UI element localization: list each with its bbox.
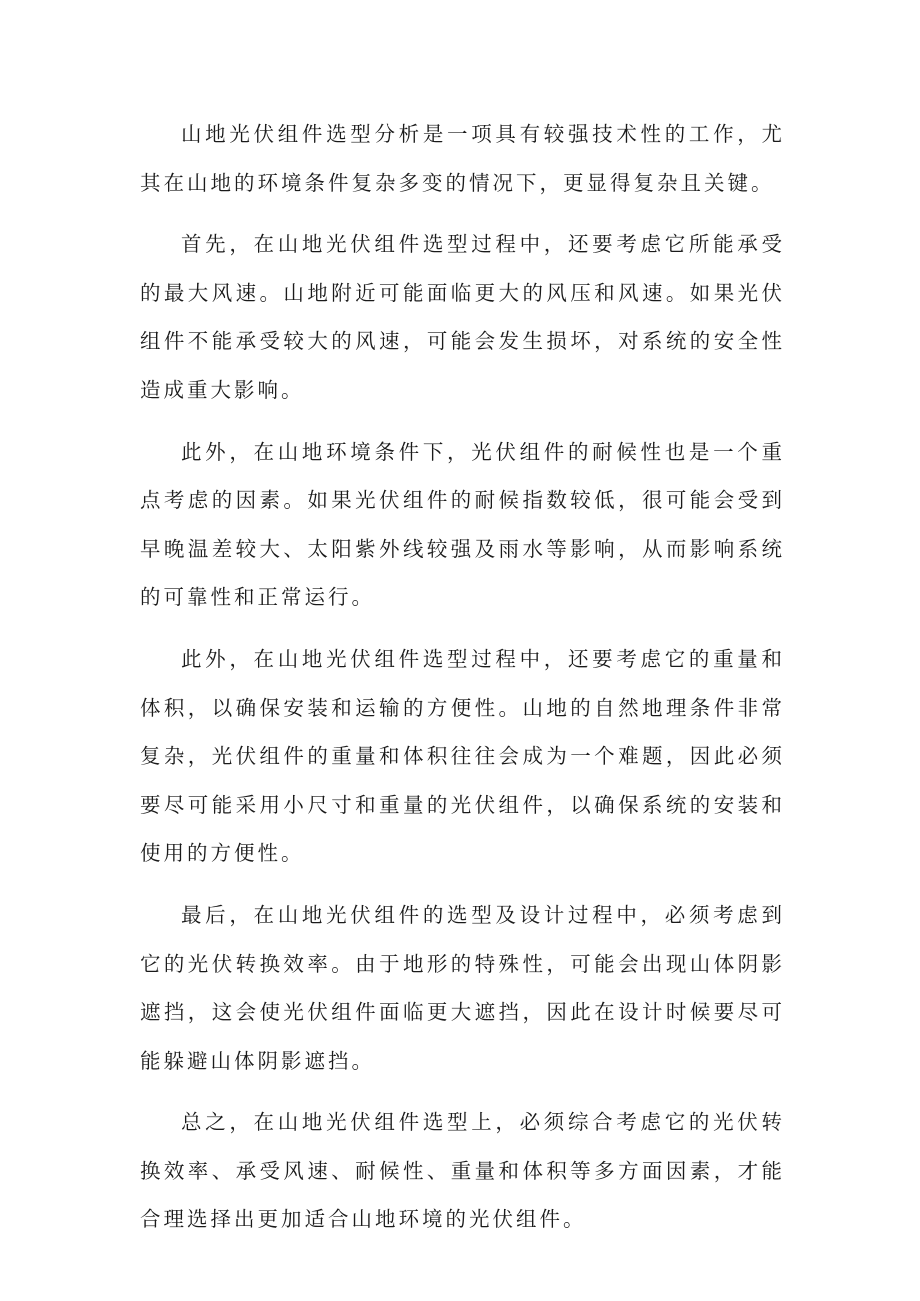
paragraph-3: 此外，在山地环境条件下，光伏组件的耐候性也是一个重点考虑的因素。如果光伏组件的耐候指数较低，很可能会受到早晚温差较大、太阳紫外线较强及雨水等影响，从而影响系统的可靠性和正常运行。 <box>140 439 785 610</box>
paragraph-1: 山地光伏组件选型分析是一项具有较强技术性的工作，尤其在山地的环境条件复杂多变的情况下，更显得复杂且关键。 <box>140 122 785 195</box>
paragraph-6: 总之，在山地光伏组件选型上，必须综合考虑它的光伏转换效率、承受风速、耐候性、重量和体积等多方面因素，才能合理选择出更加适合山地环境的光伏组件。 <box>140 1110 785 1232</box>
paragraph-5: 最后，在山地光伏组件的选型及设计过程中，必须考虑到它的光伏转换效率。由于地形的特殊性，可能会出现山体阴影遮挡，这会使光伏组件面临更大遮挡，因此在设计时候要尽可能躲避山体阴影遮挡。 <box>140 902 785 1073</box>
document-body <box>140 110 785 1257</box>
paragraph-4: 此外，在山地光伏组件选型过程中，还要考虑它的重量和体积，以确保安装和运输的方便性。山地的自然地理条件非常复杂，光伏组件的重量和体积往往会成为一个难题，因此必须要尽可能采用小尺寸和重量的光伏组件，以确保系统的安装和使用的方便性。 <box>140 646 785 866</box>
paragraph-2: 首先，在山地光伏组件选型过程中，还要考虑它所能承受的最大风速。山地附近可能面临更大的风压和风速。如果光伏组件不能承受较大的风速，可能会发生损坏，对系统的安全性造成重大影响。 <box>140 232 785 402</box>
